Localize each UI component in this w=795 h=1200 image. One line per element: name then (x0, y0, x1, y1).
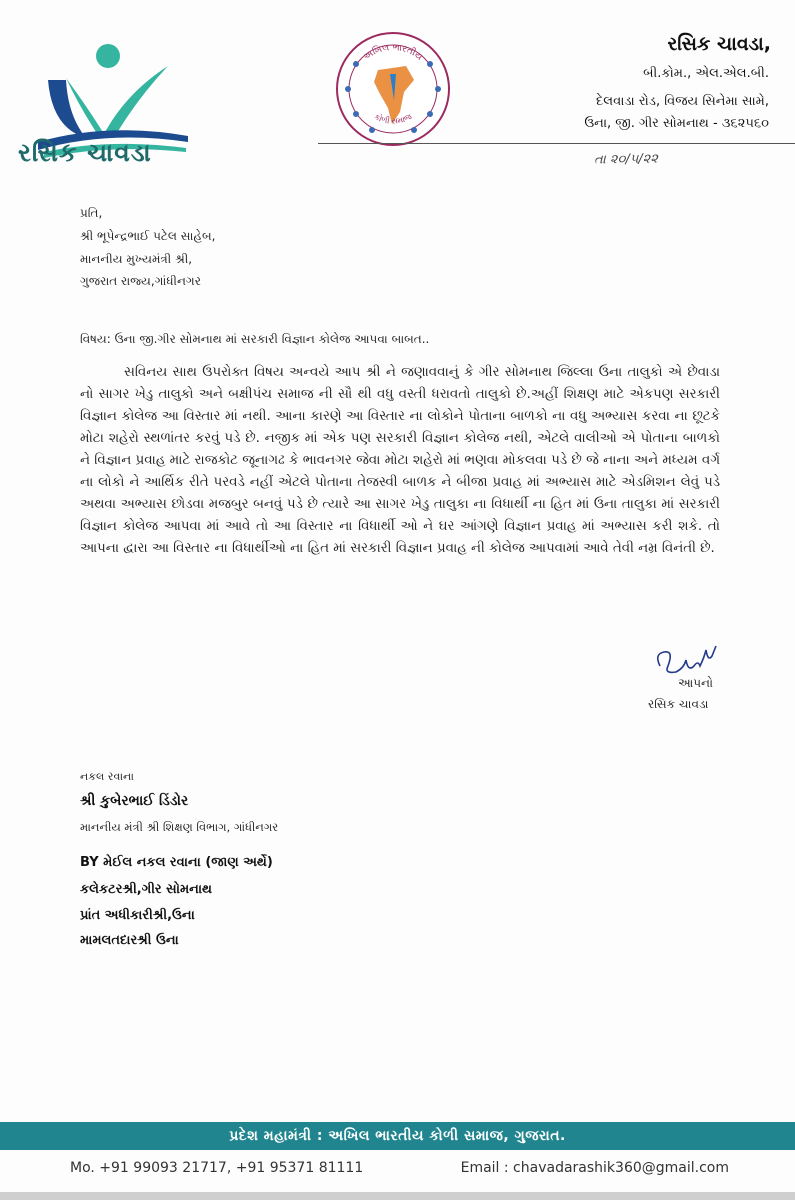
sender-name: રસિક ચાવડા, (667, 33, 771, 55)
closing-word: આપનો (678, 676, 713, 690)
copy-recipient-role: માનનીય મંત્રી શ્રી શિક્ષણ વિભાગ, ગાંધીનગર (80, 820, 279, 834)
footer-phone: Mo. +91 99093 21717, +91 95371 81111 (70, 1160, 364, 1176)
email-copy-line2: પ્રાંત અધીકારીશ્રી,ઉના (80, 908, 195, 923)
footer-email: Email : chavadarashik360@gmail.com (460, 1160, 729, 1176)
recipient-line3: માનનીય મુખ્યમંત્રી શ્રી, (80, 252, 193, 266)
logo-head-icon (96, 44, 120, 68)
handwritten-date: તા ૨૦/૫/૨૨ (593, 151, 659, 168)
seal-emblem (334, 30, 452, 148)
logo-wordmark: રસિક ચાવડા (18, 138, 152, 167)
seal-bottom-text: કોળી સમાજ (372, 111, 414, 126)
recipient-line2: શ્રી ભૂપેન્દ્રભાઈ પટેલ સાહેબ, (80, 229, 216, 243)
footer-band: પ્રદેશ મહામંત્રી : અખિલ ભારતીય કોળી સમાજ, ગુજરાત. (0, 1122, 795, 1150)
seal-top-text: અખિલ ભારતીય (362, 42, 425, 63)
sender-address-line1: દેલવાડા રોડ, વિજય સિનેમા સામે, (596, 94, 769, 109)
email-copy-heading: BY મેઈલ નકલ રવાના (જાણ અર્થે) (80, 855, 273, 870)
sender-address-line2: ઉના, જી. ગીર સોમનાથ - ૩૬૨૫૬૦ (584, 116, 769, 131)
closing-name: રસિક ચાવડા (648, 697, 709, 711)
recipient-line1: પ્રતિ, (80, 206, 103, 220)
email-copy-line3: મામલતદારશ્રી ઉના (80, 933, 179, 948)
copy-recipient-name: શ્રી કુબેરભાઈ ડિંડોર (80, 793, 189, 809)
sender-qualifications: બી.કોમ., એલ.એલ.બી. (643, 66, 769, 81)
email-copy-line1: કલેકટરશ્રી,ગીર સોમનાથ (80, 882, 212, 897)
recipient-line4: ગુજરાત રાજ્ય,ગાંધીનગર (80, 274, 201, 288)
header-divider (318, 143, 795, 144)
letter-body: સવિનય સાથ ઉપરોક્ત વિષય અન્વયે આપ શ્રી ને જણાવવાનું કે ગીર સોમનાથ જિલ્લા ઉના તાલુકો એ છેવાડા નો સાગર ખેડુ તાલુકો અને બક્ષીપંચ સમાજ ની સૌ થી વધુ વસ્તી ધરાવતો તાલુકો છે.અહીં શિક્ષણ માટે એકપણ સરકારી વિજ્ઞાન કોલેજ આ વિસ્તાર માં નથી. આના કારણે આ વિસ્તાર ના લોકોને પોતાના બાળકો ના વધુ અભ્યાસ કરવા ના છૂટકે મોટા શહેરો સ્થળાંતર કરવું પડે છે. નજીક માં એક પણ સરકારી વિજ્ઞાન કોલેજ નથી, એટલે વાલીઓ એ પોતાના બાળકો ને વિજ્ઞાન પ્રવાહ માટે રાજકોટ જૂનાગઢ કે ભાવનગર જેવા મોટા શહેરો માં ભણવા મોકલવા પડે છે જે નાના અને મધ્યમ વર્ગ ના લોકો ને આર્થિક રીતે પરવડે નહીં એટલે પોતાના તેજસ્વી બાળક ને બીજા પ્રવાહ માં અભ્યાસ માટે એડમિશન લેવું પડે અથવા અભ્યાસ છોડવા મજબુર બનવું પડે છે ત્યારે આ સાગર ખેડુ તાલુકા ના વિધાર્થી ના હિત માં ઉના તાલુકા માં સરકારી વિજ્ઞાન કોલેજ આપવા માં આવે તો આ વિસ્તાર ના વિધાર્થી ઓ ને ઘર આંગણે વિજ્ઞાન પ્રવાહ માં અભ્યાસ કરી શકે. તો આપના દ્વારા આ વિસ્તાર ના વિધાર્થીઓ ના હિત માં સરકારી વિજ્ઞાન પ્રવાહ ની કોલેજ આપવામાં આવે તેવી નમ્ર વિનંતી છે. (80, 365, 720, 556)
subject-line: વિષય: ઉના જી.ગીર સોમનાથ માં સરકારી વિજ્ઞાન કોલેજ આપવા બાબત.. (80, 332, 430, 346)
page-edge (0, 1192, 795, 1200)
logo-figure-icon (66, 66, 168, 138)
copy-heading: નકલ રવાના (80, 770, 134, 783)
